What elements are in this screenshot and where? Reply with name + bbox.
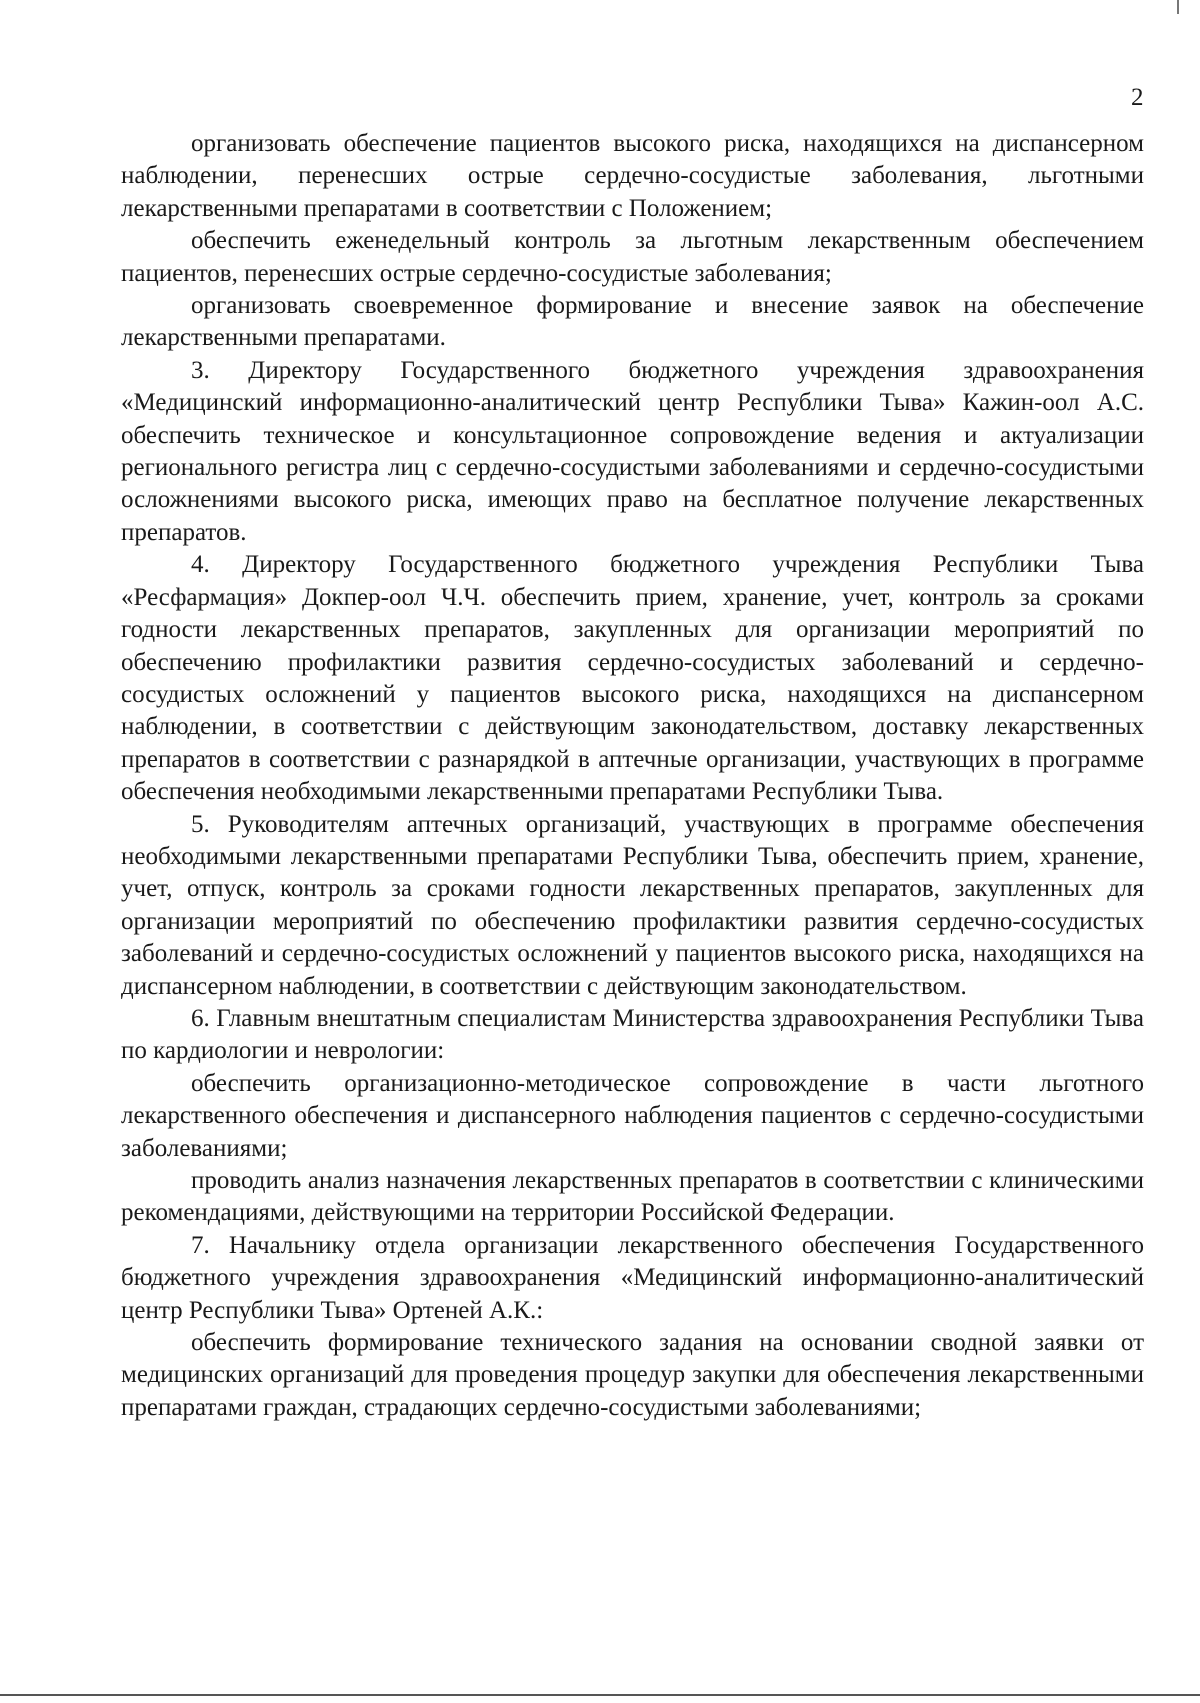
paragraph-3: организовать своевременное формирование и внесение заявок на обеспечение лекарственными препаратами. xyxy=(121,292,1144,352)
paragraph-item-7-sub-1: обеспечить формирование технического задания на основании сводной заявки от медицинских организаций для проведения процедур закупки для обеспечения лекарственными препаратами граждан, страдающих сердечно-сосудистыми заболеваниями; xyxy=(121,1329,1144,1421)
paragraph-item-6-sub-2: проводить анализ назначения лекарственных препаратов в соответствии с клиническими рекомендациями, действующими на территории Российской Федерации. xyxy=(121,1167,1144,1227)
scan-artifact-mark xyxy=(1177,0,1179,14)
scan-edge-line xyxy=(0,1694,1200,1696)
paragraph-item-6-sub-1: обеспечить организационно-методическое сопровождение в части льготного лекарственного обеспечения и диспансерного наблюдения пациентов с сердечно-сосудистыми заболеваниями; xyxy=(121,1069,1144,1162)
paragraph-item-5: 5. Руководителям аптечных организаций, участвующих в программе обеспечения необходимыми лекарственными препаратами Республики Тыва, обеспечить прием, хранение, учет, отпуск, контроль за сроками годности лекарственных препаратов, закупленных для организации мероприятий по обеспечению профилактики развития сердечно-сосудистых заболеваний и сердечно-сосудистых осложнений у пациентов высокого риска, находящихся на диспансерном наблюдении, в соответствии с действующим законодательством. xyxy=(121,810,1144,1000)
document-body xyxy=(121,128,1144,1424)
paragraph-item-6: 6. Главным внештатным специалистам Министерства здравоохранения Республики Тыва по кардиологии и неврологии: xyxy=(121,1004,1144,1065)
page-number: 2 xyxy=(1131,84,1144,111)
paragraph-item-3: 3. Директору Государственного бюджетного учреждения здравоохранения «Медицинский информационно-аналитический центр Республики Тыва» Кажин-оол А.С. обеспечить техническое и консультационное сопровождение ведения и актуализации регионального регистра лиц с сердечно-сосудистыми заболеваниями и сердечно-сосудистыми осложнениями высокого риска, имеющих право на бесплатное получение лекарственных препаратов. xyxy=(121,356,1144,546)
paragraph-2: обеспечить еженедельный контроль за льготным лекарственным обеспечением пациентов, перенесших острые сердечно-сосудистые заболевания; xyxy=(121,227,1144,287)
paragraph-1: организовать обеспечение пациентов высокого риска, находящихся на диспансерном наблюдении, перенесших острые сердечно-сосудистые заболевания, льготными лекарственными препаратами в соответствии с Положением; xyxy=(121,130,1144,222)
paragraph-item-7: 7. Начальнику отдела организации лекарственного обеспечения Государственного бюджетного учреждения здравоохранения «Медицинский информационно-аналитический центр Республики Тыва» Ортеней А.К.: xyxy=(121,1231,1144,1324)
paragraph-item-4: 4. Директору Государственного бюджетного учреждения Республики Тыва «Ресфармация» Докпер-оол Ч.Ч. обеспечить прием, хранение, учет, контроль за сроками годности лекарственных препаратов, закупленных для организации мероприятий по обеспечению профилактики развития сердечно-сосудистых заболеваний и сердечно-сосудистых осложнений у пациентов высокого риска, находящихся на диспансерном наблюдении, в соответствии с действующим законодательством, доставку лекарственных препаратов в соответствии с разнарядкой в аптечные организации, участвующих в программе обеспечения необходимыми лекарственными препаратами Республики Тыва. xyxy=(121,551,1144,806)
